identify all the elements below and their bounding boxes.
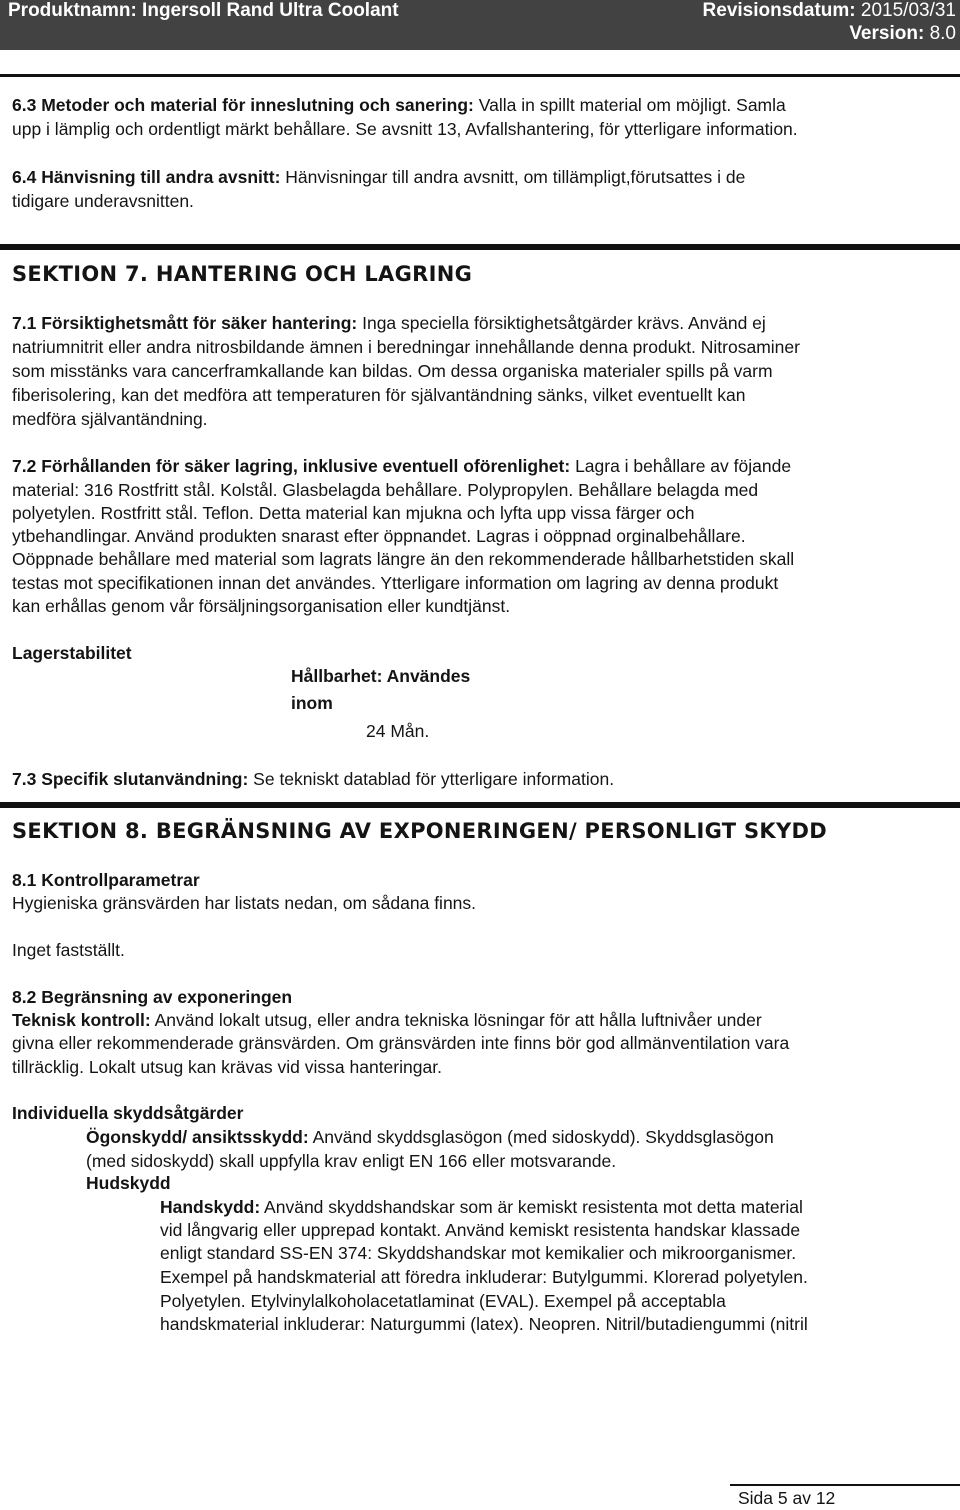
tech-text1: Använd lokalt utsug, eller andra tekniska lösningar för att hålla luftnivåer under <box>150 1010 762 1030</box>
section-8-rule <box>0 802 960 808</box>
s6-4-heading: 6.4 Hänvisning till andra avsnitt: <box>12 167 281 187</box>
revision-date <box>703 0 956 22</box>
hand-line2: vid långvarig eller upprepad kontakt. Använd kemiskt resistenta handskar klassade <box>160 1220 801 1240</box>
hallbarhet-label-1: Hållbarhet: Användes <box>291 666 471 686</box>
section-7-title: SEKTION 7. HANTERING OCH LAGRING <box>12 262 473 286</box>
revision-label: Revisionsdatum: <box>702 0 856 21</box>
s7-2-line6: testas mot specifikationen innan det användes. Ytterligare information om lagring av denna produkt <box>12 573 779 593</box>
s6-3-line2: upp i lämplig och ordentligt märkt behållare. Se avsnitt 13, Avfallshantering, för ytterligare information. <box>12 119 798 139</box>
hallbarhet-value: 24 Mån. <box>366 721 430 741</box>
s7-1-line4: fiberisolering, kan det medföra att temperaturen för självantändning sänks, vilket eventuellt kan <box>12 385 746 405</box>
s7-2-line4: ytbehandlingar. Använd produkten snarast efter öppnandet. Lagras i oöppnad orginalbehållare. <box>12 526 746 546</box>
individuella-heading: Individuella skyddsåtgärder <box>12 1103 244 1123</box>
s7-2-line2: material: 316 Rostfritt stål. Kolstål. Glasbelagda behållare. Polypropylen. Behållare belagda med <box>12 480 759 500</box>
hand-line3: enligt standard SS-EN 374: Skyddshandskar mot kemikalier och mikroorganismer. <box>160 1243 797 1263</box>
s8-1-line2: Inget fastställt. <box>12 940 125 960</box>
s6-4-text1: Hänvisningar till andra avsnitt, om tillämpligt,förutsattes i de <box>280 167 746 187</box>
hallbarhet-label-2: inom <box>291 693 333 713</box>
document-header <box>0 0 960 50</box>
s7-2-line1 <box>12 455 791 478</box>
eye-text1: Använd skyddsglasögon (med sidoskydd). Skyddsglasögon <box>308 1127 774 1147</box>
eye-line2: (med sidoskydd) skall uppfylla krav enligt EN 166 eller motsvarande. <box>86 1151 617 1171</box>
eye-label: Ögonskydd/ ansiktsskydd: <box>86 1127 309 1147</box>
hand-label: Handskydd: <box>160 1197 261 1217</box>
s8-1-heading: 8.1 Kontrollparametrar <box>12 870 200 890</box>
s7-1-line2: natriumnitrit eller andra nitrosbildande ämnen i beredningar innehållande denna produkt. Nitrosaminer <box>12 337 800 357</box>
hand-line4: Exempel på handskmaterial att föredra inkluderar: Butylgummi. Klorerad polyetylen. <box>160 1267 808 1287</box>
s7-3-heading: 7.3 Specifik slutanvändning: <box>12 769 249 789</box>
s7-2-heading: 7.2 Förhållanden för säker lagring, inklusive eventuell oförenlighet: <box>12 456 571 476</box>
hand-line5: Polyetylen. Etylvinylalkoholacetatlaminat (EVAL). Exempel på acceptabla <box>160 1291 726 1311</box>
s7-1-text1: Inga speciella försiktighetsåtgärder krävs. Använd ej <box>357 313 766 333</box>
hand-line1 <box>160 1196 803 1219</box>
s8-2-tech-line2: givna eller rekommenderade gränsvärden. Om gränsvärden inte finns bör god allmänventilation vara <box>12 1033 790 1053</box>
section-7-rule <box>0 244 960 250</box>
s7-3-text: Se tekniskt datablad för ytterligare information. <box>248 769 615 789</box>
header-divider <box>0 74 960 77</box>
s8-2-heading: 8.2 Begränsning av exponeringen <box>12 987 293 1007</box>
eye-line1 <box>86 1126 774 1149</box>
s7-1-line3: som misstänks vara cancerframkallande kan bildas. Om dessa organiska materialer spills på varm <box>12 361 773 381</box>
s7-1-line5: medföra självantändning. <box>12 409 208 429</box>
s7-2-line5: Oöppnade behållare med material som lagrats längre än den rekommenderade hållbarhetstiden skall <box>12 549 795 569</box>
s6-3-line1 <box>12 94 786 117</box>
version <box>849 23 956 45</box>
s7-2-text1: Lagra i behållare av föjande <box>570 456 792 476</box>
section-8-title: SEKTION 8. BEGRÄNSNING AV EXPONERINGEN/ PERSONLIGT SKYDD <box>12 819 827 843</box>
s7-2-line3: polyetylen. Rostfritt stål. Teflon. Detta material kan mjukna och lyfta upp vissa färger och <box>12 503 695 523</box>
s7-2-line7: kan erhållas genom vår försäljningsorganisation eller kundtjänst. <box>12 596 511 616</box>
s8-2-tech-line1 <box>12 1009 762 1032</box>
s6-3-heading: 6.3 Metoder och material för inneslutning och sanering: <box>12 95 474 115</box>
lagerstabilitet-label: Lagerstabilitet <box>12 643 132 663</box>
s7-1-line1 <box>12 312 766 335</box>
tech-label: Teknisk kontroll: <box>12 1010 151 1030</box>
product-name: Produktnamn: Ingersoll Rand Ultra Coolant <box>8 0 399 21</box>
s6-3-text1: Valla in spillt material om möjligt. Samla <box>473 95 786 115</box>
hand-line6: handskmaterial inkluderar: Naturgummi (latex). Neopren. Nitril/butadiengummi (nitril <box>160 1314 808 1334</box>
page-number: Sida 5 av 12 <box>738 1488 836 1508</box>
s6-4-line2: tidigare underavsnitten. <box>12 191 194 211</box>
version-label: Version: <box>849 23 925 44</box>
s8-2-tech-line3: tillräcklig. Lokalt utsug kan krävas vid vissa hanteringar. <box>12 1057 442 1077</box>
hud-label: Hudskydd <box>86 1173 171 1193</box>
hand-text1: Använd skyddshandskar som är kemiskt resistenta mot detta material <box>260 1197 803 1217</box>
s7-1-heading: 7.1 Försiktighetsmått för säker hantering: <box>12 313 358 333</box>
version-value: 8.0 <box>929 23 956 44</box>
s7-3-line <box>12 768 614 791</box>
footer-divider <box>730 1484 960 1486</box>
revision-value: 2015/03/31 <box>860 0 956 21</box>
s8-1-line1: Hygieniska gränsvärden har listats nedan, om sådana finns. <box>12 893 477 913</box>
s6-4-line1 <box>12 166 745 189</box>
